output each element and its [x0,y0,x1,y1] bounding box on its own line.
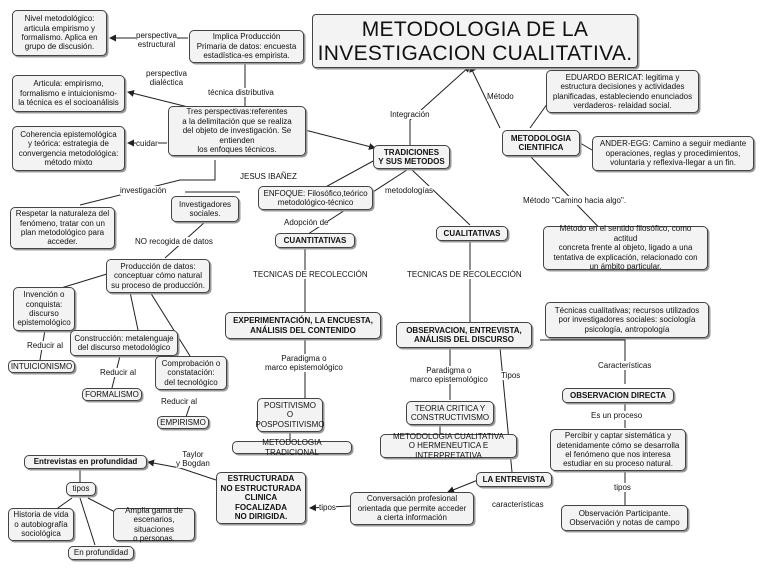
label-tipos-entrevista: Tipos [501,371,521,380]
node-observacion-participante: Observación Participante. Observación y notas de campo [561,505,688,531]
label-tipos-observacion: tipos [614,483,631,492]
label-caracteristicas-observacion: Características [598,361,652,370]
node-intuicionismo: INTUICIONISMO [8,360,75,373]
node-cuantitativas: CUANTITATIVAS [275,233,355,248]
node-experimentacion: EXPERIMENTACIÓN, LA ENCUESTA, ANÁLISIS DEL CONTENIDO [225,312,381,339]
label-metodo: Método [487,92,514,101]
node-coherencia: Coherencia epistemológica y teórica: estrategia de convergencia metodológica: método mixto [12,126,125,171]
node-historia-vida: Historia de vida o autobiografía sociológica [8,508,74,541]
node-positivismo: POSITIVISMO O POSPOSITIVISMO [257,398,323,432]
node-construccion: Construcción: metalenguaje del discurso metodológico [70,330,178,356]
label-es-un-proceso: Es un proceso [591,411,643,420]
label-tecnicas-recoleccion-cuantitativas: TECNICAS DE RECOLECCIÓN [253,270,368,279]
node-investigadores: Investigadores sociales. [171,196,239,222]
label-reducir-al-formalismo: Reducir al [100,368,137,377]
node-amplia-gama: Amplia gama de escenarios, situaciones o personas. [113,508,195,541]
node-articula: Articula: empirismo, formalismo e intuicionismo- la técnica es el socioanálisis [12,75,125,112]
node-empirismo: EMPIRISMO [157,416,209,429]
label-perspectiva-estructural: perspectiva estructural [136,31,177,50]
label-paradigma-cualitativo: Paradigma o marco epistemológico [410,366,488,385]
node-cualitativas: CUALITATIVAS [436,226,508,241]
node-metodologia-cientifica: METODOLOGIA CIENTIFICA [502,130,580,156]
node-eduardo-bericat: EDUARDO BERICAT: legitima y estructura decisiones y actividades planificadas, estableciendo enunciados verdaderos- relaidad social. [546,70,699,113]
node-nivel-metodologico: Nivel metodológico: articula empirismo y formalismo. Aplica en grupo de discusión. [12,10,107,56]
label-cuidar: cuidar [136,139,158,148]
node-enfoque: ENFOQUE: Filosófico,teórico metodológico-técnico [258,186,373,210]
label-jesus-ibanez: JESUS IBAÑEZ [240,172,297,181]
node-entrevistas-profundidad: Entrevistas en profundidad [24,455,147,469]
node-en-profundidad: En profundidad [68,546,134,560]
node-respetar: Respetar la naturaleza del fenómeno, tratar con un plan metodológico para acceder. [10,207,115,249]
label-tecnicas-recoleccion-cualitativas: TECNICAS DE RECOLECCIÓN [407,270,522,279]
label-investigacion: investigación [120,186,167,195]
node-comprobacion: Comprobación o constatación: del tecnológico [155,356,227,390]
node-metodologia-cualitativa: METODOLOGIA CUALITATIVA O HERMENEUTICA E INTERPRETATIVA [380,434,517,458]
node-estructurada: ESTRUCTURADA NO ESTRUCTURADA CLINICA FOCALIZADA NO DIRIGIDA. [216,472,306,524]
label-caracteristicas-entrevista: características [492,500,544,509]
label-taylor-bogdan: Taylor y Bogdan [176,450,210,469]
label-adopcion-de: Adopción de [284,218,329,227]
node-metodo-sentido: Método en el sentido filosófico, como actitud concreta frente al objeto, ligado a una tentativa de explicación, relacionado con un ámbito particular. [543,226,708,270]
label-reducir-al-intuicionismo: Reducir al [27,341,64,350]
label-metodologias: metodologías [385,186,434,195]
node-tres-perspectivas: Tres perspectivas:referentes a la delimitación que se realiza del objeto de investigación. Se entienden los enfoques técnicos. [168,106,306,156]
page-title: METODOLOGIA DE LA INVESTIGACION CUALITATIVA. [312,14,638,68]
node-percibir: Percibir y captar sistemática y detenidamente cómo se desarrolla el fenómeno que nos interesa estudiar en su proceso natural. [550,429,686,471]
node-tecnicas-cualitativas: Técnicas cualitativas; recursos utilizados por investigadores sociales: sociología psicología, antropología [545,302,709,338]
label-camino-hacia-algo: Método "Camino hacia algo". [523,196,627,205]
label-integracion: Integración [390,110,430,119]
node-produccion-datos: Producción de datos: conceptuar cómo natural su proceso de producción. [106,259,210,293]
node-ander-egg: ANDER-EGG: Camino a seguir mediante operaciones, reglas y procedimientos, voluntaria y reflexiva-llegar a un fin. [592,136,754,171]
node-observacion-directa: OBSERVACION DIRECTA [562,388,674,403]
node-la-entrevista: LA ENTREVISTA [476,472,552,487]
node-invencion: Invención o conquista: discurso epistemológico [13,287,75,331]
label-tecnica-distributiva: técnica distributiva [208,88,274,97]
node-tipos: tipos [66,482,96,496]
node-observacion-entrevista: OBSERVACION, ENTREVISTA, ANÁLISIS DEL DISCURSO [396,322,532,348]
node-implica-produccion: Implica Producción Primaria de datos: encuesta estadística-es empirista. [189,30,304,63]
node-formalismo: FORMALISMO [82,388,142,401]
label-reducir-al-empirismo: Reducir al [161,397,198,406]
label-perspectiva-dialectica: perspectiva dialéctica [146,69,187,88]
label-paradigma-cuantitativo: Paradigma o marco epistemológico [265,354,343,373]
node-metodologia-tradicional: METODOLOGIA TRADICIONAL [232,441,352,454]
label-no-recogida: NO recogida de datos [135,237,213,246]
label-tipos-estructurada: tipos [319,503,336,512]
node-conversacion: Conversación profesional orientada que permite acceder a cierta información [350,492,474,525]
node-tradiciones: TRADICIONES Y SUS METODOS [373,145,450,169]
node-teoria-critica: TEORIA CRITICA Y CONSTRUCTIVISMO [406,401,494,425]
